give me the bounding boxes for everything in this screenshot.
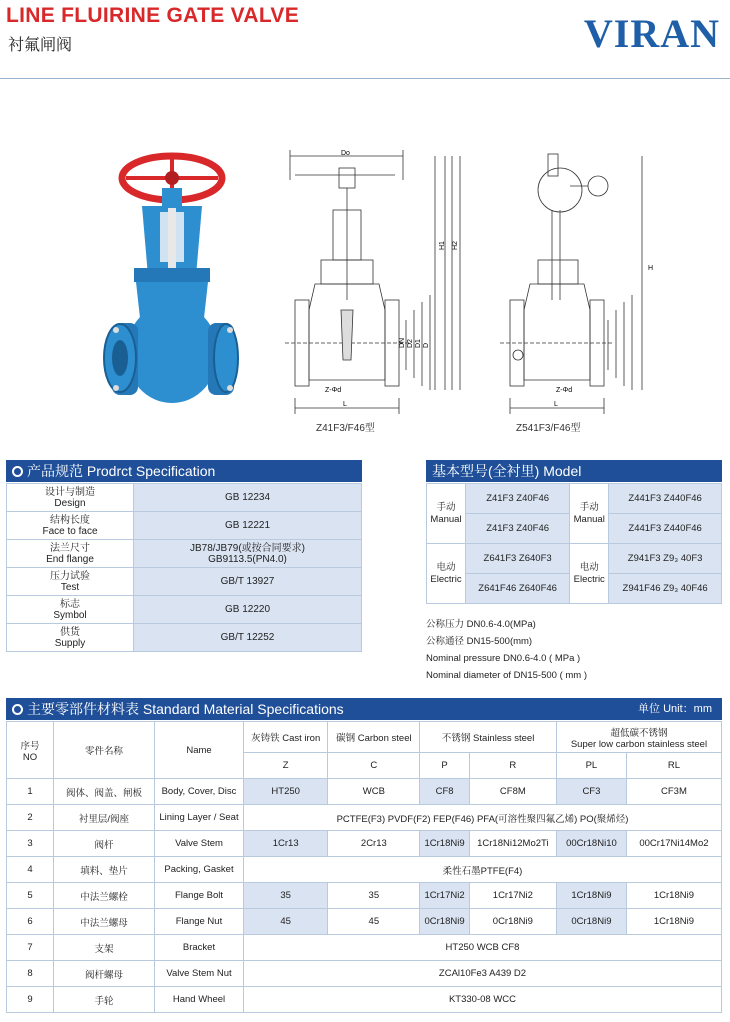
spec-row xyxy=(7,540,362,568)
cell: 35 xyxy=(328,883,420,909)
spec-header xyxy=(6,460,362,482)
spec-table xyxy=(6,483,362,652)
row-en: Valve Stem Nut xyxy=(155,961,244,987)
material-title: 主要零部件材料表 Standard Material Specifications xyxy=(27,701,344,717)
row-en: Packing, Gasket xyxy=(155,857,244,883)
spec-key-cn: 压力试验 xyxy=(50,570,90,582)
row-cn: 填料、垫片 xyxy=(54,857,155,883)
code-z: Z xyxy=(244,753,328,779)
row-no: 1 xyxy=(7,779,54,805)
cell: 0Cr18Ni9 xyxy=(420,909,469,935)
electric-label-right xyxy=(570,544,609,604)
cell: 0Cr18Ni9 xyxy=(556,909,626,935)
table-row xyxy=(7,857,722,883)
cell: CF8 xyxy=(420,779,469,805)
code-r: R xyxy=(469,753,556,779)
right-drawing-caption: Z541F3/F46型 xyxy=(516,423,581,434)
spec-key-cn: 法兰尺寸 xyxy=(50,542,90,554)
spec-value xyxy=(134,540,362,568)
model-cell: Z641F3 Z640F3 xyxy=(466,544,570,574)
drawing-z541 xyxy=(500,150,670,415)
cell: 1Cr18Ni9 xyxy=(420,831,469,857)
span-cell: KT330-08 WCC xyxy=(244,987,722,1013)
row-en: Flange Bolt xyxy=(155,883,244,909)
spec-value: GB 12221 xyxy=(134,512,362,540)
spec-row xyxy=(7,484,362,512)
dim-h2: H2 xyxy=(452,241,459,250)
model-cell: Z441F3 Z440F46 xyxy=(609,484,722,514)
head-no xyxy=(7,722,54,779)
spec-row xyxy=(7,512,362,540)
spec-value: GB/T 12252 xyxy=(134,624,362,652)
model-cell: Z41F3 Z40F46 xyxy=(466,514,570,544)
row-en: Flange Nut xyxy=(155,909,244,935)
row-cn: 阀杆螺母 xyxy=(54,961,155,987)
spec-value: GB 12220 xyxy=(134,596,362,624)
electric-cn: 电动 xyxy=(436,561,456,573)
title-en: LINE FLUIRINE GATE VALVE xyxy=(6,4,300,27)
span-cell: ZCAl10Fe3 A439 D2 xyxy=(244,961,722,987)
head-no-en: NO xyxy=(22,751,38,763)
table-row xyxy=(7,883,722,909)
dim-d2: D2 xyxy=(407,339,414,348)
valve-photo xyxy=(96,148,246,418)
manual-label-left xyxy=(427,484,466,544)
table-row xyxy=(7,909,722,935)
model-header xyxy=(426,460,722,482)
cell: 1Cr17Ni2 xyxy=(469,883,556,909)
spec-value-line: JB78/JB79(或按合同要求) xyxy=(189,542,306,554)
row-no: 3 xyxy=(7,831,54,857)
manual-en: Manual xyxy=(430,513,462,525)
head-no-cn: 序号 xyxy=(20,740,40,752)
row-cn: 中法兰螺栓 xyxy=(54,883,155,909)
spec-key-en: Face to face xyxy=(42,525,98,537)
code-c: C xyxy=(328,753,420,779)
model-section xyxy=(426,460,722,684)
spec-row xyxy=(7,568,362,596)
row-no: 7 xyxy=(7,935,54,961)
row-en: Bracket xyxy=(155,935,244,961)
table-row xyxy=(7,805,722,831)
circle-icon xyxy=(12,704,23,715)
unit-label: 单位 Unit：mm xyxy=(638,703,712,715)
head-part: 零件名称 xyxy=(54,722,155,779)
row-cn: 阀体、阀盖、闸板 xyxy=(54,779,155,805)
left-drawing-caption: Z41F3/F46型 xyxy=(316,423,375,434)
cell: CF3M xyxy=(626,779,721,805)
cell: 00Cr17Ni14Mo2 xyxy=(626,831,721,857)
electric-cn: 电动 xyxy=(579,561,599,573)
dim-z-right: Z-Φd xyxy=(556,387,573,394)
cell: 0Cr18Ni9 xyxy=(469,909,556,935)
dim-h-right: H xyxy=(648,265,654,272)
spec-key-cn: 结构长度 xyxy=(50,514,90,526)
electric-en: Electric xyxy=(573,573,605,585)
header-divider xyxy=(0,78,730,79)
head-name: Name xyxy=(155,722,244,779)
cell: 45 xyxy=(328,909,420,935)
row-en: Lining Layer / Seat xyxy=(155,805,244,831)
cell: 1Cr17Ni2 xyxy=(420,883,469,909)
note-line: 公称通径 DN15-500(mm) xyxy=(426,636,533,647)
cell: CF3 xyxy=(556,779,626,805)
model-cell: Z441F3 Z440F46 xyxy=(609,514,722,544)
row-no: 2 xyxy=(7,805,54,831)
head-super-cn: 超低碳不锈钢 xyxy=(610,727,668,739)
manual-en: Manual xyxy=(573,513,605,525)
spec-key-cn: 标志 xyxy=(60,598,80,610)
drawing-z41-dims xyxy=(400,150,470,415)
row-cn: 中法兰螺母 xyxy=(54,909,155,935)
model-title: 基本型号(全衬里) Model xyxy=(432,463,582,479)
head-carbon: 碳钢 Carbon steel xyxy=(328,722,420,753)
cell: 1Cr18Ni9 xyxy=(556,883,626,909)
note-line: Nominal pressure DN0.6-4.0 ( MPa ) xyxy=(426,653,581,664)
code-rl: RL xyxy=(626,753,721,779)
dim-l: L xyxy=(343,401,347,408)
dim-l-right: L xyxy=(554,401,558,408)
dim-h1: H1 xyxy=(439,241,446,250)
table-row xyxy=(7,779,722,805)
spec-row xyxy=(7,596,362,624)
row-no: 5 xyxy=(7,883,54,909)
cell: CF8M xyxy=(469,779,556,805)
spec-key-en: Test xyxy=(60,581,80,593)
head-stainless: 不锈钢 Stainless steel xyxy=(420,722,557,753)
dim-d: D xyxy=(423,342,430,348)
row-en: Valve Stem xyxy=(155,831,244,857)
electric-en: Electric xyxy=(430,573,462,585)
table-row xyxy=(7,831,722,857)
cell: 1Cr18Ni9 xyxy=(626,909,721,935)
brand-logo: VIRAN xyxy=(583,11,720,56)
manual-cn: 手动 xyxy=(436,501,456,513)
spec-title: 产品规范 Prodrct Specification xyxy=(27,463,216,479)
material-table xyxy=(6,721,722,1013)
spec-key-cn: 供货 xyxy=(60,626,80,638)
spec-value-line: GB9113.5(PN4.0) xyxy=(208,553,287,565)
manual-label-right xyxy=(570,484,609,544)
head-super-en: Super low carbon stainless steel xyxy=(570,738,708,750)
head-cast: 灰铸铁 Cast iron xyxy=(244,722,328,753)
table-row xyxy=(7,961,722,987)
cell: 2Cr13 xyxy=(328,831,420,857)
title-cn: 衬氟闸阀 xyxy=(8,37,73,54)
cell: 1Cr13 xyxy=(244,831,328,857)
row-cn: 衬里层/阀座 xyxy=(54,805,155,831)
material-header xyxy=(6,698,722,720)
row-no: 4 xyxy=(7,857,54,883)
cell: 1Cr18Ni9 xyxy=(626,883,721,909)
spec-key-en: Symbol xyxy=(53,609,87,621)
cell: 35 xyxy=(244,883,328,909)
row-cn: 手轮 xyxy=(54,987,155,1013)
model-cell: Z641F46 Z640F46 xyxy=(466,574,570,604)
spec-value: GB/T 13927 xyxy=(134,568,362,596)
material-section xyxy=(6,698,722,1013)
row-cn: 支架 xyxy=(54,935,155,961)
spec-key-en: Design xyxy=(54,497,86,509)
cell: WCB xyxy=(328,779,420,805)
span-cell: PCTFE(F3) PVDF(F2) FEP(F46) PFA(可溶性聚四氟乙烯) PO(聚烯烃) xyxy=(244,805,722,831)
model-cell: Z941F46 Z9₃ 40F46 xyxy=(609,574,722,604)
code-pl: PL xyxy=(556,753,626,779)
cell: HT250 xyxy=(244,779,328,805)
model-notes xyxy=(426,616,722,684)
dim-do: Do xyxy=(341,150,350,157)
row-en: Body, Cover, Disc xyxy=(155,779,244,805)
note-line: 公称压力 DN0.6-4.0(MPa) xyxy=(426,619,536,630)
row-no: 8 xyxy=(7,961,54,987)
spec-key-cn: 设计与制造 xyxy=(45,486,95,498)
dim-dn: DN xyxy=(399,337,406,348)
head-super xyxy=(556,722,721,753)
model-cell: Z41F3 Z40F46 xyxy=(466,484,570,514)
span-cell: HT250 WCB CF8 xyxy=(244,935,722,961)
cell: 00Cr18Ni10 xyxy=(556,831,626,857)
model-table xyxy=(426,483,722,604)
model-cell: Z941F3 Z9₃ 40F3 xyxy=(609,544,722,574)
circle-icon xyxy=(12,466,23,477)
row-no: 6 xyxy=(7,909,54,935)
span-cell: 柔性石墨PTFE(F4) xyxy=(244,857,722,883)
dim-d1: D1 xyxy=(415,339,422,348)
code-p: P xyxy=(420,753,469,779)
spec-section xyxy=(6,460,362,652)
cell: 1Cr18Ni12Mo2Ti xyxy=(469,831,556,857)
table-row xyxy=(7,935,722,961)
electric-label-left xyxy=(427,544,466,604)
row-en: Hand Wheel xyxy=(155,987,244,1013)
note-line: Nominal diameter of DN15-500 ( mm ) xyxy=(426,670,588,681)
dim-z: Z-Φd xyxy=(325,387,342,394)
spec-value: GB 12234 xyxy=(134,484,362,512)
row-cn: 阀杆 xyxy=(54,831,155,857)
spec-key-en: Supply xyxy=(54,637,86,649)
spec-key-en: End flange xyxy=(46,553,94,565)
cell: 45 xyxy=(244,909,328,935)
manual-cn: 手动 xyxy=(579,501,599,513)
table-row xyxy=(7,987,722,1013)
row-no: 9 xyxy=(7,987,54,1013)
spec-row xyxy=(7,624,362,652)
